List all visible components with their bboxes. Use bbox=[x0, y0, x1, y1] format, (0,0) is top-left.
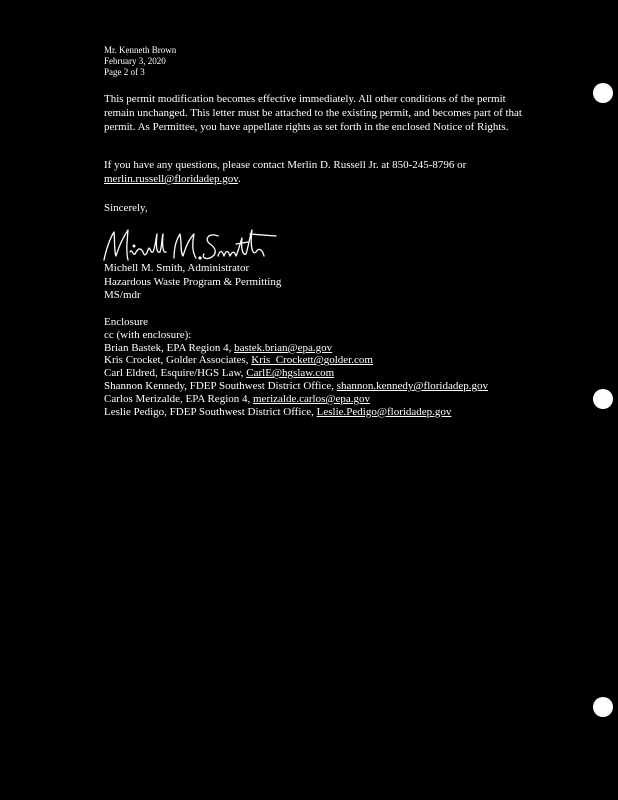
cc-recipient bbox=[104, 393, 488, 406]
enclosure-block bbox=[104, 316, 488, 418]
cc-recipient-text: Kris Crocket, Golder Associates, bbox=[104, 354, 252, 367]
cc-label: cc (with enclosure): bbox=[104, 328, 192, 341]
closing-salutation: Sincerely, bbox=[104, 202, 148, 214]
signer-initials: MS/mdr bbox=[104, 289, 141, 301]
cc-recipient-email[interactable]: Kris_Crockett@golder.com bbox=[251, 354, 373, 367]
cc-recipient-email[interactable]: bastek.brian@epa.gov bbox=[234, 341, 333, 354]
recipient-name: Mr. Kenneth Brown bbox=[104, 45, 177, 55]
cc-recipient-email[interactable]: shannon.kennedy@floridadep.gov bbox=[336, 379, 488, 392]
cc-recipient-text: Leslie Pedigo, FDEP Southwest District Office, bbox=[104, 405, 317, 418]
cc-recipient-text: Shannon Kennedy, FDEP Southwest District Office, bbox=[104, 379, 337, 392]
cc-recipient-text: Carlos Merizalde, EPA Region 4, bbox=[104, 392, 253, 405]
signer-name-title: Michell M. Smith, Administrator bbox=[104, 262, 250, 274]
paragraph-contact bbox=[104, 158, 524, 186]
cc-recipient-email[interactable]: CarlE@hgslaw.com bbox=[246, 367, 335, 380]
cc-recipient-email[interactable]: merizalde.carlos@epa.gov bbox=[253, 392, 371, 405]
cc-recipient bbox=[104, 406, 488, 419]
cc-recipient bbox=[104, 367, 488, 380]
signature-block bbox=[104, 262, 281, 303]
punch-hole bbox=[593, 83, 613, 103]
cc-recipient-email[interactable]: Leslie.Pedigo@floridadep.gov bbox=[316, 405, 452, 418]
contact-text: If you have any questions, please contact Merlin D. Russell Jr. at 850-245-8796 or bbox=[104, 159, 467, 171]
cc-recipient-text: Carl Eldred, Esquire/HGS Law, bbox=[104, 367, 247, 380]
signer-program: Hazardous Waste Program & Permitting bbox=[104, 275, 282, 288]
punch-hole bbox=[593, 389, 613, 409]
cc-recipient-text: Brian Bastek, EPA Region 4, bbox=[104, 341, 235, 354]
page-number: Page 2 of 3 bbox=[104, 67, 145, 77]
paragraph-effective: This permit modification becomes effective immediately. All other conditions of the permit remain unchanged. This letter must be attached to the existing permit, and becomes part of that permit. As Permittee, you have appellate rights as set forth in the enclosed Notice of Rights. bbox=[104, 93, 522, 133]
letter-date: February 3, 2020 bbox=[104, 56, 166, 66]
contact-period: . bbox=[238, 173, 241, 185]
contact-email-link[interactable]: merlin.russell@floridadep.gov bbox=[104, 173, 239, 185]
page-header bbox=[104, 45, 176, 78]
enclosure-label: Enclosure bbox=[104, 316, 148, 328]
punch-hole bbox=[593, 697, 613, 717]
cc-recipient bbox=[104, 380, 488, 393]
cc-recipient bbox=[104, 342, 488, 355]
cc-recipient bbox=[104, 354, 488, 367]
handwritten-signature bbox=[100, 222, 280, 266]
